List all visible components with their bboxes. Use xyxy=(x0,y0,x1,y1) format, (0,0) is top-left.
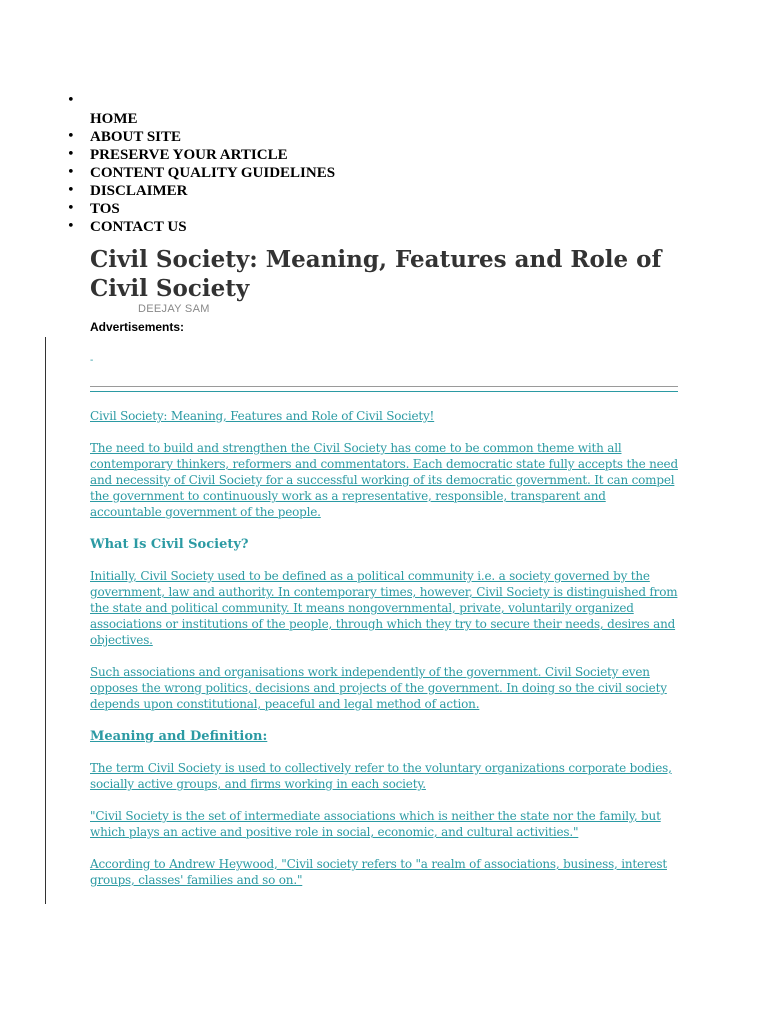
nav-contact-us-link[interactable]: CONTACT US xyxy=(90,219,187,235)
bullet: • xyxy=(67,147,75,162)
paragraph-link[interactable]: The need to build and strengthen the Civil Society has come to be common theme with all contemporary thinkers, reformers and commentators. Each democratic state fully accepts the need and necessity of Civil Society for a successful working of its democratic government. It can compel the government to continuously work as a representative, responsible, transparent and accountable government of the people. xyxy=(90,441,678,519)
intro-link[interactable]: Civil Society: Meaning, Features and Role of Civil Society! xyxy=(90,409,435,423)
nav-item-content-quality[interactable] xyxy=(0,164,500,182)
section-heading-meaning-definition[interactable]: Meaning and Definition: xyxy=(90,729,268,744)
paragraph-link[interactable]: Initially, Civil Society used to be defined as a political community i.e. a society governed by the government, law and authority. In contemporary times, however, Civil Society is distinguished from the state and political community. It means nongovernmental, private, voluntarily organized associations or institutions of the people, through which they try to secure their needs, desires and objectives. xyxy=(90,569,678,647)
nav-item-about-site[interactable] xyxy=(0,128,500,146)
article-body xyxy=(90,408,680,904)
bullet: • xyxy=(67,129,75,144)
article-author[interactable]: DEEJAY SAM xyxy=(138,303,210,315)
advertisements-label: Advertisements: xyxy=(90,320,185,334)
bullet: • xyxy=(67,93,75,108)
nav-item-empty xyxy=(0,92,500,110)
nav-item-contact-us[interactable] xyxy=(0,218,500,236)
divider-line xyxy=(90,386,678,387)
bullet: • xyxy=(67,165,75,180)
divider-line xyxy=(90,391,678,392)
nav-tos-link[interactable]: TOS xyxy=(90,201,120,217)
ad-placeholder[interactable]: - xyxy=(90,355,94,366)
nav-home-link[interactable]: HOME xyxy=(90,111,138,127)
nav-item-home[interactable] xyxy=(0,110,500,128)
article-title: Civil Society: Meaning, Features and Role of Civil Society xyxy=(90,246,662,302)
quote-link[interactable]: According to Andrew Heywood, "Civil society refers to "a realm of associations, business, interest groups, classes' families and so on." xyxy=(90,857,667,887)
nav-item-disclaimer[interactable] xyxy=(0,182,500,200)
nav-disclaimer-link[interactable]: DISCLAIMER xyxy=(90,183,188,199)
nav-item-tos[interactable] xyxy=(0,200,500,218)
paragraph-link[interactable]: The term Civil Society is used to collectively refer to the voluntary organizations corporate bodies, socially active groups, and firms working in each society. xyxy=(90,761,672,791)
left-border-line xyxy=(45,337,46,904)
bullet: • xyxy=(67,219,75,234)
nav-item-preserve-article[interactable] xyxy=(0,146,500,164)
nav-preserve-article-link[interactable]: PRESERVE YOUR ARTICLE xyxy=(90,147,288,163)
quote-link[interactable]: "Civil Society is the set of intermediate associations which is neither the state nor the family, but which plays an active and positive role in social, economic, and cultural activities." xyxy=(90,809,661,839)
bullet: • xyxy=(67,183,75,198)
section-heading-what-is-civil-society[interactable]: What Is Civil Society? xyxy=(90,537,249,552)
nav-content-quality-link[interactable]: CONTENT QUALITY GUIDELINES xyxy=(90,165,336,181)
nav-about-site-link[interactable]: ABOUT SITE xyxy=(90,129,182,145)
bullet: • xyxy=(67,201,75,216)
paragraph-link[interactable]: Such associations and organisations work independently of the government. Civil Society even opposes the wrong politics, decisions and projects of the government. In doing so the civil society depends upon constitutional, peaceful and legal method of action. xyxy=(90,665,667,711)
